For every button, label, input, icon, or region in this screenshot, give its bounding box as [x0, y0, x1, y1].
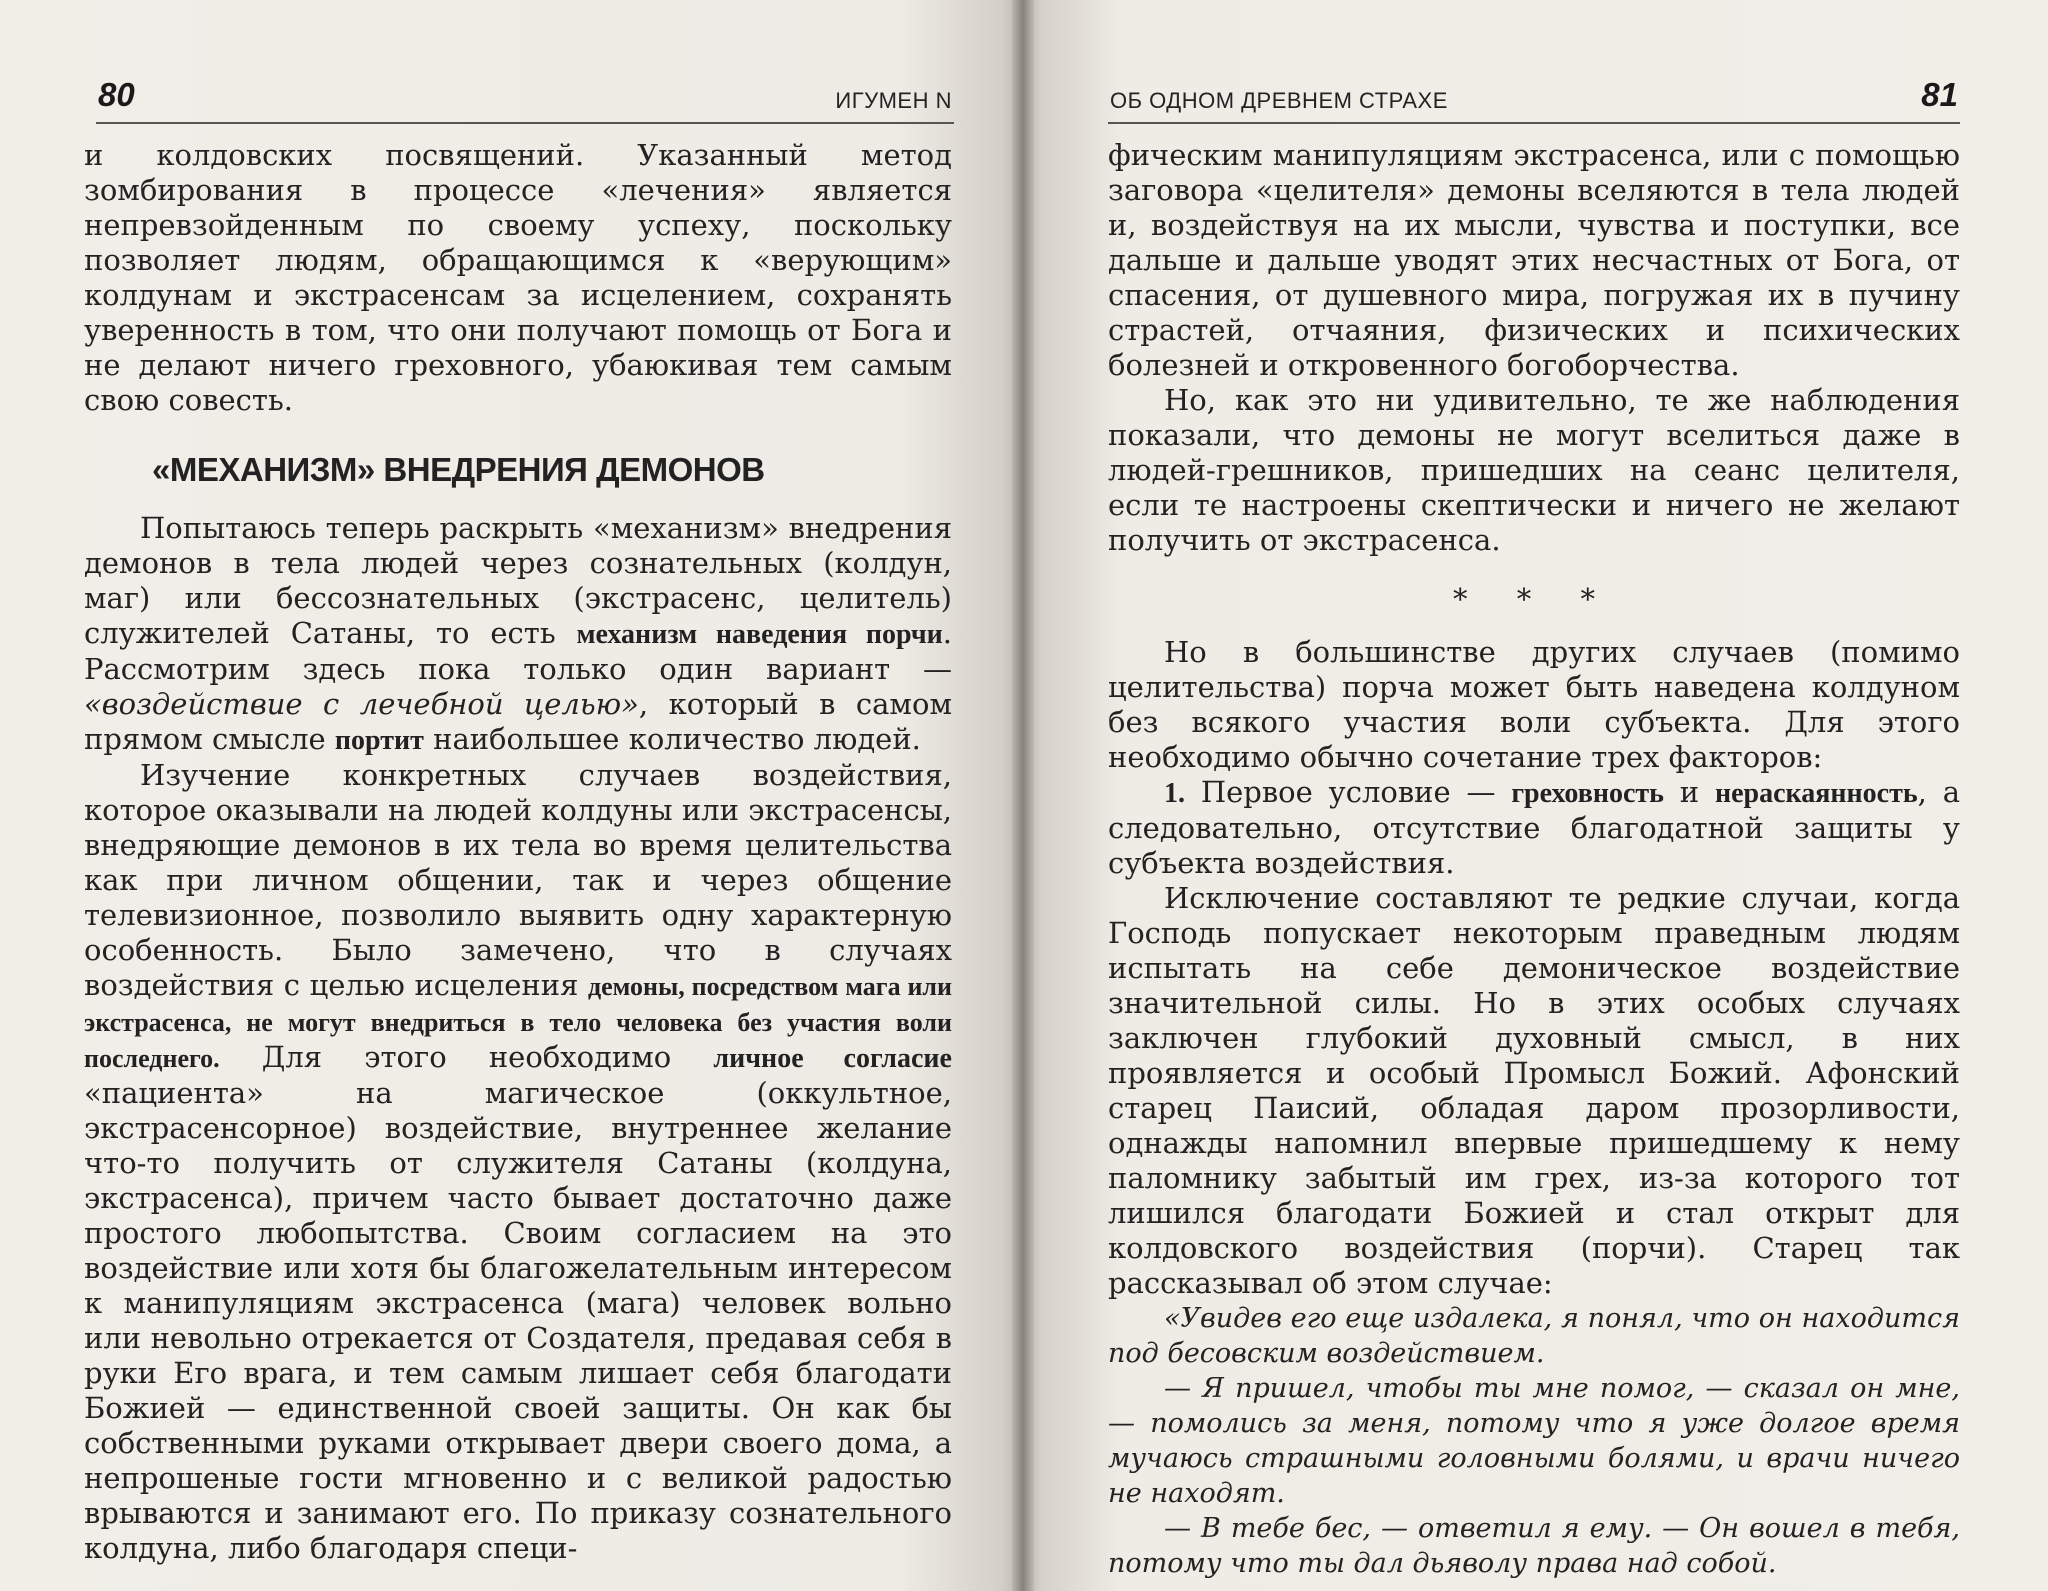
paragraph: Исключение составляют те редкие случаи, когда Господь попускает некоторым праведным людям испытать на себе демоническое воздействие значительной силы. Но в этих особых случаях заключен глубокий духовный смысл, в них проявляется и особый Промысл Божий. Афонский старец Паисий, обладая даром прозорливости, однажды напомнил впервые пришедшему к нему паломнику забытый им грех, из-за которого тот лишился благодати Божией и стал открыт для колдовского воздействия (порчи). Старец так рассказывал об этом случае: — [1108, 881, 1960, 1300]
text-run: Попытаюсь теперь раскрыть «механизм» внедрения демонов в тела людей через сознательных (колдун, маг) или бессознательных (экстрасенс, целитель) служителей Сатаны, то есть — [84, 511, 952, 650]
text-run: Изучение конкретных случаев воздействия, которое оказывали на людей колдуны или экстрасенсы, внедряющие демонов в их тела во время целительства как при личном общении, так и через общение телевизионное, позволило выявить одну характерную особенность. Было замечено, что в случаях воздействия с целью исцеления — [84, 758, 952, 1002]
paragraph: фическим манипуляциям экстрасенса, или с помощью заговора «целителя» демоны вселяются в тела людей и, воздействуя на их мысли, чувства и поступки, все дальше и дальше уводят этих несчастных от Бога, от спасения, от душевного мира, погружая их в пучину страстей, отчаяния, физических и психических болезней и откровенного богоборчества. — [1108, 138, 1960, 382]
bold-term: механизм наведения порчи — [576, 619, 943, 650]
paragraph: и колдовских посвящений. Указанный метод зомбирования в процессе «лечения» является непревзойденным по своему успеху, поскольку позволяет людям, обращающимся к «верующим» колдунам и экстрасенсам за исцелением, сохранять уверенность в том, что они получают помощь от Бога и не делают ничего греховного, убаюкивая тем самым свою совесть. — [84, 138, 952, 417]
running-head: ИГУМЕН N — [835, 88, 952, 113]
paragraph — [84, 758, 952, 1566]
text-run: , а следовательно, отсутствие благодатной защиты у субъекта воздействия. — [1108, 775, 1961, 880]
paragraph — [1108, 775, 1960, 881]
bold-term: личное согласие — [713, 1043, 952, 1074]
bold-term: демоны, посредством мага или экстрасенса, не могут внедриться в тело человека без участия воли последнего. — [84, 972, 952, 1073]
text-run: , который в самом прямом смысле — [84, 687, 952, 756]
left-page-header — [96, 58, 954, 124]
paragraph: Но, как это ни удивительно, те же наблюдения показали, что демоны не могут вселиться даже в людей-грешников, пришедших на сеанс целителя, если те настроены скептически и ничего не желают получить от экстрасенса. — [1108, 383, 1960, 557]
text-run: и — [1663, 775, 1715, 809]
book-gutter — [1012, 0, 1034, 1591]
right-page-text — [1108, 138, 1960, 1581]
bold-term: нераскаянность — [1714, 778, 1918, 809]
bold-term: греховность — [1511, 778, 1664, 809]
text-run: Первое условие — — [1185, 775, 1512, 809]
page-number: 80 — [98, 76, 135, 113]
left-page — [0, 0, 1022, 1591]
quote-paragraph: — В тебе бес, — ответил я ему. — Он вошел в тебя, потому что ты дал дьяволу права над собой. — [1108, 1513, 1960, 1579]
text-run: наибольшее количество людей. — [423, 722, 921, 756]
paragraph — [84, 511, 952, 758]
page-number: 81 — [1921, 76, 1958, 113]
quote-paragraph: — Я пришел, чтобы ты мне помог, — сказал он мне, — помолись за меня, потому что я уже долгое время мучаюсь страшными головными болями, и врачи ничего не находят. — [1108, 1373, 1960, 1509]
right-page-header — [1108, 58, 1960, 124]
text-run: . Рассмотрим здесь пока только один вариант — — [84, 616, 953, 686]
bold-term: портит — [334, 725, 424, 756]
running-head: ОБ ОДНОМ ДРЕВНЕМ СТРАХЕ — [1110, 88, 1448, 113]
text-run: Для этого необходимо — [219, 1040, 714, 1074]
paragraph: Но в большинстве других случаев (помимо целительства) порча может быть наведена колдуном без всякого участия воли субъекта. Для этого необходимо обычно сочетание трех факторов: — [1108, 635, 1960, 774]
text-run: «пациента» на магическое (оккультное, экстрасенсорное) воздействие, внутреннее желание что-то получить от служителя Сатаны (колдуна, экстрасенса), причем часто бывает достаточно даже простого любопытства. Своим согласием на это воздействие или хотя бы благожелательным интересом к манипуляциям экстрасенса (мага) человек вольно или невольно отрекается от Создателя, предавая себя в руки Его врага, и тем самым лишает себя благодати Божией — единственной своей защиты. Он как бы собственными руками открывает двери своего дома, а непрошеные гости мгновенно и с великой радостью врываются и занимают его. По приказу сознательного колдуна, либо благодаря специ- — [84, 1076, 952, 1565]
quote-paragraph: «Увидев его еще издалека, я понял, что он находится под бесовским воздействием. — [1108, 1303, 1960, 1369]
section-separator: * * * — [1453, 582, 1615, 616]
left-page-text — [84, 138, 952, 1566]
chapter-title: «МЕХАНИЗМ» ВНЕДРЕНИЯ ДЕМОНОВ — [152, 451, 765, 488]
italic-term: «воздействие с лечебной целью» — [84, 687, 639, 721]
list-number: 1. — [1164, 778, 1185, 809]
